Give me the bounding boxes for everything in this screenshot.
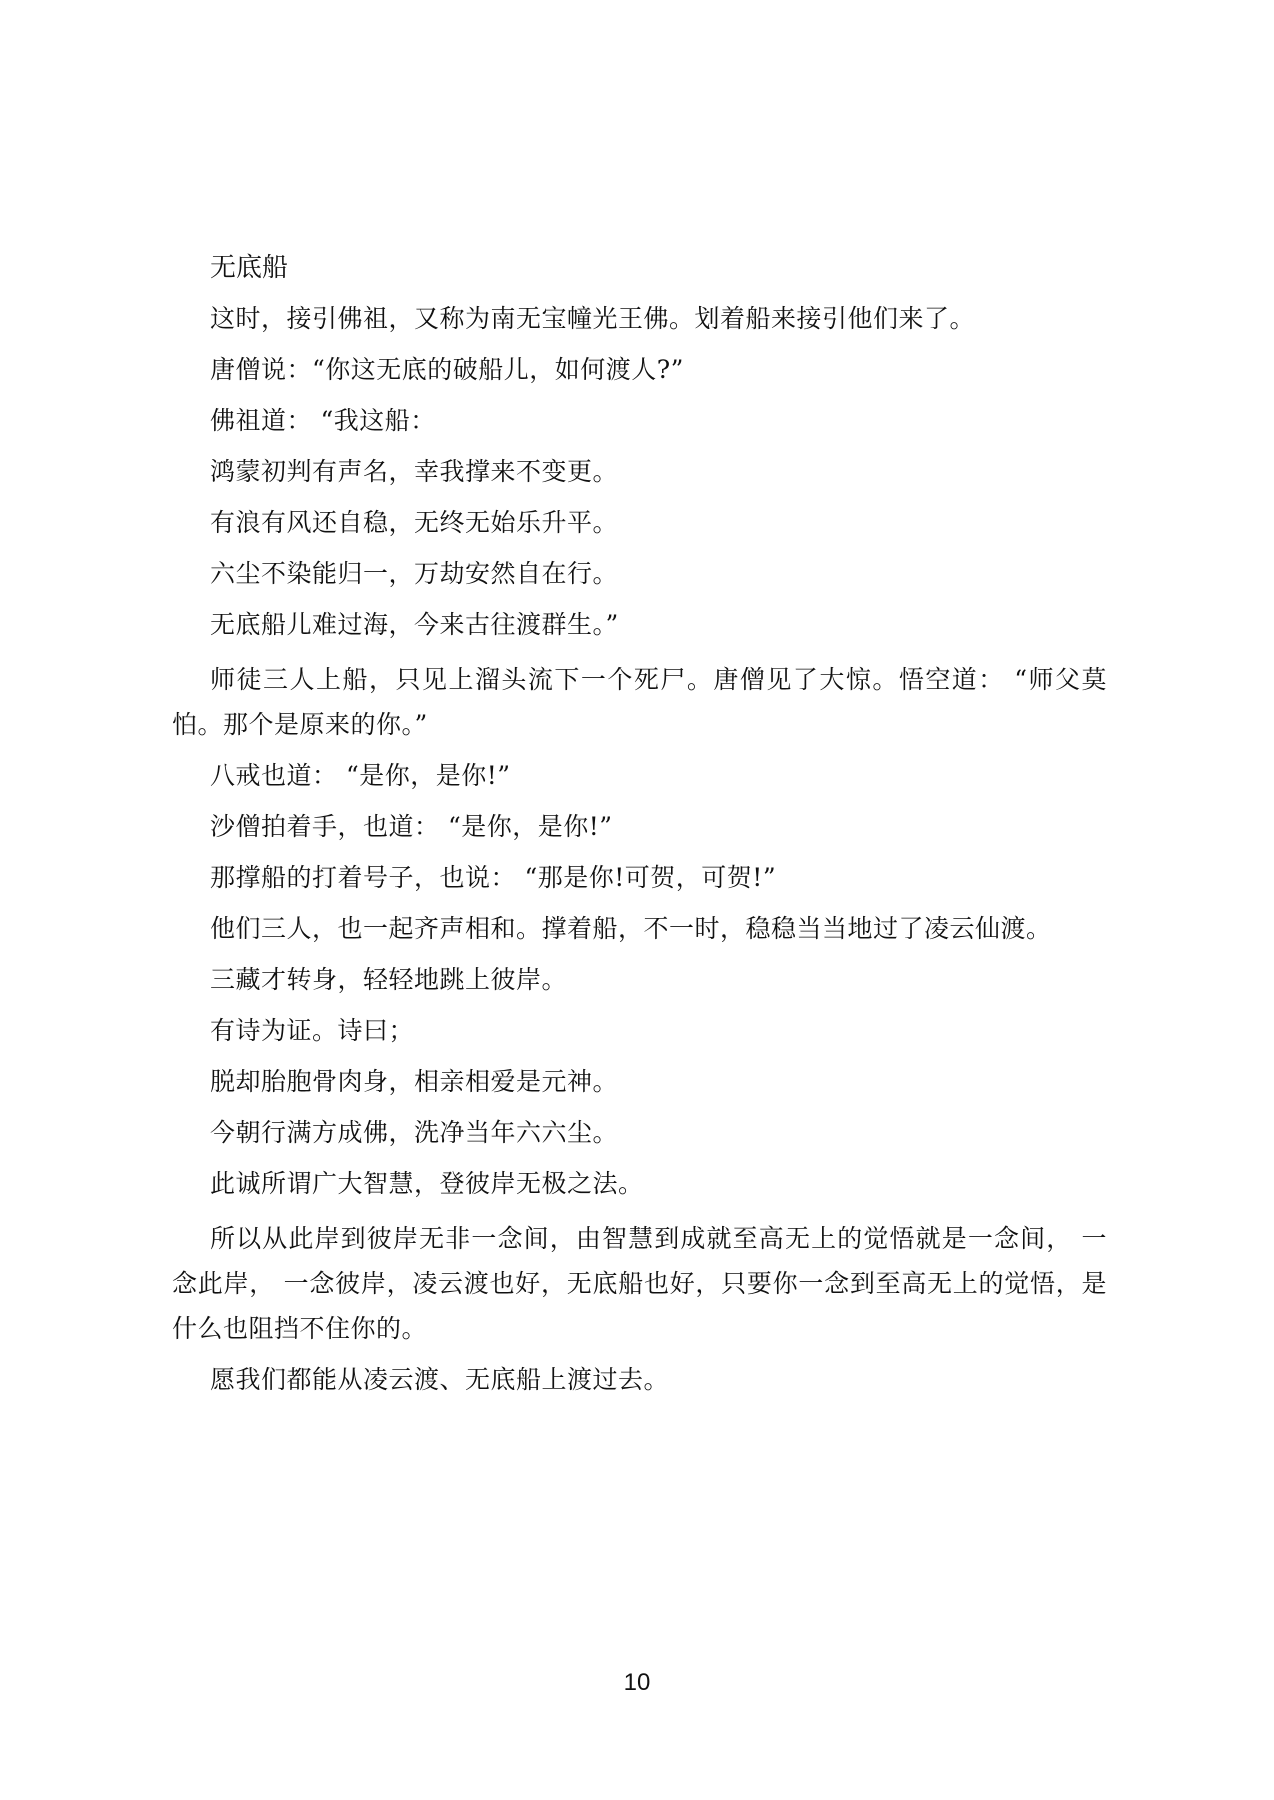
poem-line: 六尘不染能归一，万劫安然自在行。: [210, 559, 619, 588]
text-line: 此诚所谓广大智慧，登彼岸无极之法。: [210, 1169, 644, 1198]
page-number: 10: [623, 1669, 651, 1696]
text-line: 唐僧说：“你这无底的破船儿，如何渡人?”: [210, 355, 684, 384]
poem-line: 今朝行满方成佛，洗净当年六六尘。: [210, 1118, 619, 1147]
text-line: 这时，接引佛祖，又称为南无宝幢光王佛。划着船来接引他们来了。: [210, 304, 976, 333]
text-line: 三藏才转身，轻轻地跳上彼岸。: [210, 965, 568, 994]
poem-line: 有浪有风还自稳，无终无始乐升平。: [210, 508, 619, 537]
poem-line: 脱却胎胞骨肉身，相亲相爱是元神。: [210, 1067, 619, 1096]
text-line: 沙僧拍着手，也道： “是你，是你!”: [210, 812, 613, 841]
section-title: 无底船: [210, 253, 289, 283]
text-line: 有诗为证。诗曰；: [210, 1016, 415, 1045]
text-line: 佛祖道： “我这船：: [210, 406, 436, 435]
poem-line: 无底船儿难过海，今来古往渡群生。”: [210, 610, 619, 639]
body-paragraph: 师徒三人上船，只见上溜头流下一个死尸。唐僧见了大惊。悟空道： “师父莫怕。那个是原来的你。”: [172, 665, 1107, 739]
body-paragraph: 所以从此岸到彼岸无非一念间，由智慧到成就至高无上的觉悟就是一念间， 一念此岸， 一念彼岸，凌云渡也好，无底船也好，只要你一念到至高无上的觉悟，是什么也阻挡不住你的。: [172, 1224, 1107, 1343]
text-line: 八戒也道： “是你，是你!”: [210, 761, 511, 790]
closing-line: 愿我们都能从凌云渡、无底船上渡过去。: [210, 1365, 670, 1394]
text-line: 那撑船的打着号子，也说： “那是你!可贺，可贺!”: [210, 863, 777, 892]
text-line: 他们三人，也一起齐声相和。撑着船，不一时，稳稳当当地过了凌云仙渡。: [210, 914, 1052, 943]
document-body: [172, 250, 1112, 1412]
poem-line: 鸿蒙初判有声名，幸我撑来不变更。: [210, 457, 619, 486]
